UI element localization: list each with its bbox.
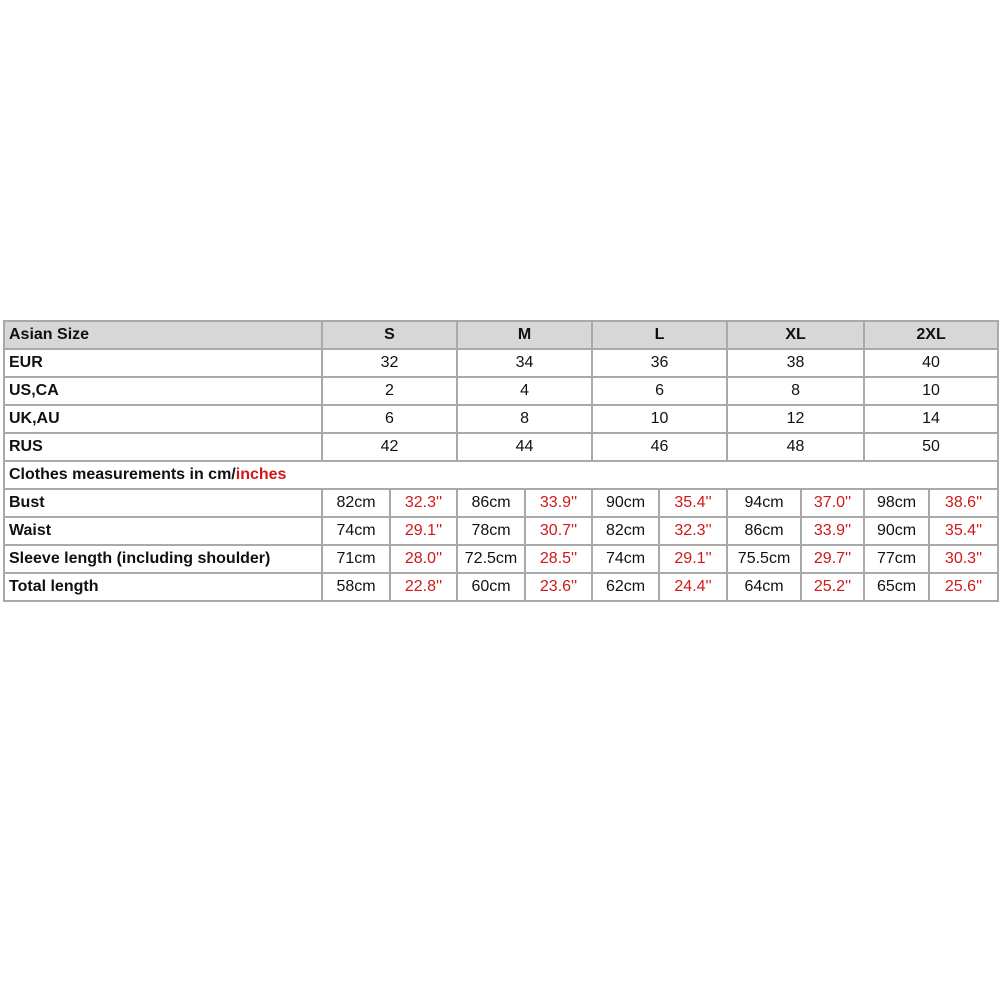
- inch-value: 23.6'': [525, 573, 592, 601]
- cm-value: 90cm: [592, 489, 659, 517]
- conversion-value: 12: [727, 405, 864, 433]
- row-label: US,CA: [4, 377, 322, 405]
- cm-value: 75.5cm: [727, 545, 801, 573]
- size-chart-table: [3, 320, 999, 602]
- cm-value: 82cm: [322, 489, 390, 517]
- inch-value: 28.0'': [390, 545, 457, 573]
- cm-value: 64cm: [727, 573, 801, 601]
- section-title-inches: inches: [235, 466, 287, 483]
- cm-value: 62cm: [592, 573, 659, 601]
- size-l-header: L: [592, 321, 727, 349]
- conversion-row-us-ca: [4, 377, 998, 405]
- conversion-value: 6: [322, 405, 457, 433]
- size-m-header: M: [457, 321, 592, 349]
- inch-value: 37.0'': [801, 489, 864, 517]
- cm-value: 77cm: [864, 545, 929, 573]
- cm-value: 98cm: [864, 489, 929, 517]
- conversion-value: 8: [727, 377, 864, 405]
- inch-value: 29.1'': [659, 545, 727, 573]
- inch-value: 25.2'': [801, 573, 864, 601]
- cm-value: 86cm: [727, 517, 801, 545]
- conversion-value: 2: [322, 377, 457, 405]
- measurements-section-title: [4, 461, 998, 489]
- inch-value: 28.5'': [525, 545, 592, 573]
- conversion-value: 36: [592, 349, 727, 377]
- row-label: RUS: [4, 433, 322, 461]
- conversion-value: 14: [864, 405, 998, 433]
- conversion-value: 6: [592, 377, 727, 405]
- cm-value: 94cm: [727, 489, 801, 517]
- inch-value: 25.6'': [929, 573, 998, 601]
- measurement-row-total-length: [4, 573, 998, 601]
- measurement-row-waist: [4, 517, 998, 545]
- size-header-row: [4, 321, 998, 349]
- conversion-value: 40: [864, 349, 998, 377]
- section-title-prefix: Clothes measurements in cm/: [9, 466, 236, 483]
- conversion-value: 32: [322, 349, 457, 377]
- cm-value: 86cm: [457, 489, 525, 517]
- cm-value: 71cm: [322, 545, 390, 573]
- inch-value: 22.8'': [390, 573, 457, 601]
- size-xl-header: XL: [727, 321, 864, 349]
- row-label: UK,AU: [4, 405, 322, 433]
- inch-value: 33.9'': [801, 517, 864, 545]
- inch-value: 30.7'': [525, 517, 592, 545]
- inch-value: 38.6'': [929, 489, 998, 517]
- row-label: EUR: [4, 349, 322, 377]
- inch-value: 33.9'': [525, 489, 592, 517]
- measurements-section-row: [4, 461, 998, 489]
- conversion-value: 4: [457, 377, 592, 405]
- conversion-row-rus: [4, 433, 998, 461]
- cm-value: 60cm: [457, 573, 525, 601]
- conversion-value: 38: [727, 349, 864, 377]
- cm-value: 65cm: [864, 573, 929, 601]
- row-label: Total length: [4, 573, 322, 601]
- conversion-value: 50: [864, 433, 998, 461]
- cm-value: 72.5cm: [457, 545, 525, 573]
- conversion-value: 48: [727, 433, 864, 461]
- conversion-value: 10: [592, 405, 727, 433]
- row-label: Sleeve length (including shoulder): [4, 545, 322, 573]
- measurement-row-bust: [4, 489, 998, 517]
- conversion-value: 10: [864, 377, 998, 405]
- inch-value: 35.4'': [929, 517, 998, 545]
- conversion-value: 8: [457, 405, 592, 433]
- cm-value: 58cm: [322, 573, 390, 601]
- cm-value: 90cm: [864, 517, 929, 545]
- size-s-header: S: [322, 321, 457, 349]
- conversion-value: 46: [592, 433, 727, 461]
- row-label: Waist: [4, 517, 322, 545]
- conversion-value: 42: [322, 433, 457, 461]
- inch-value: 29.7'': [801, 545, 864, 573]
- conversion-value: 34: [457, 349, 592, 377]
- inch-value: 35.4'': [659, 489, 727, 517]
- row-label: Bust: [4, 489, 322, 517]
- conversion-value: 44: [457, 433, 592, 461]
- size-2xl-header: 2XL: [864, 321, 998, 349]
- inch-value: 29.1'': [390, 517, 457, 545]
- cm-value: 74cm: [592, 545, 659, 573]
- measurement-row-sleeve-length: [4, 545, 998, 573]
- inch-value: 32.3'': [659, 517, 727, 545]
- cm-value: 78cm: [457, 517, 525, 545]
- cm-value: 82cm: [592, 517, 659, 545]
- inch-value: 30.3'': [929, 545, 998, 573]
- cm-value: 74cm: [322, 517, 390, 545]
- conversion-row-uk-au: [4, 405, 998, 433]
- inch-value: 24.4'': [659, 573, 727, 601]
- conversion-row-eur: [4, 349, 998, 377]
- asian-size-label: Asian Size: [4, 321, 322, 349]
- inch-value: 32.3'': [390, 489, 457, 517]
